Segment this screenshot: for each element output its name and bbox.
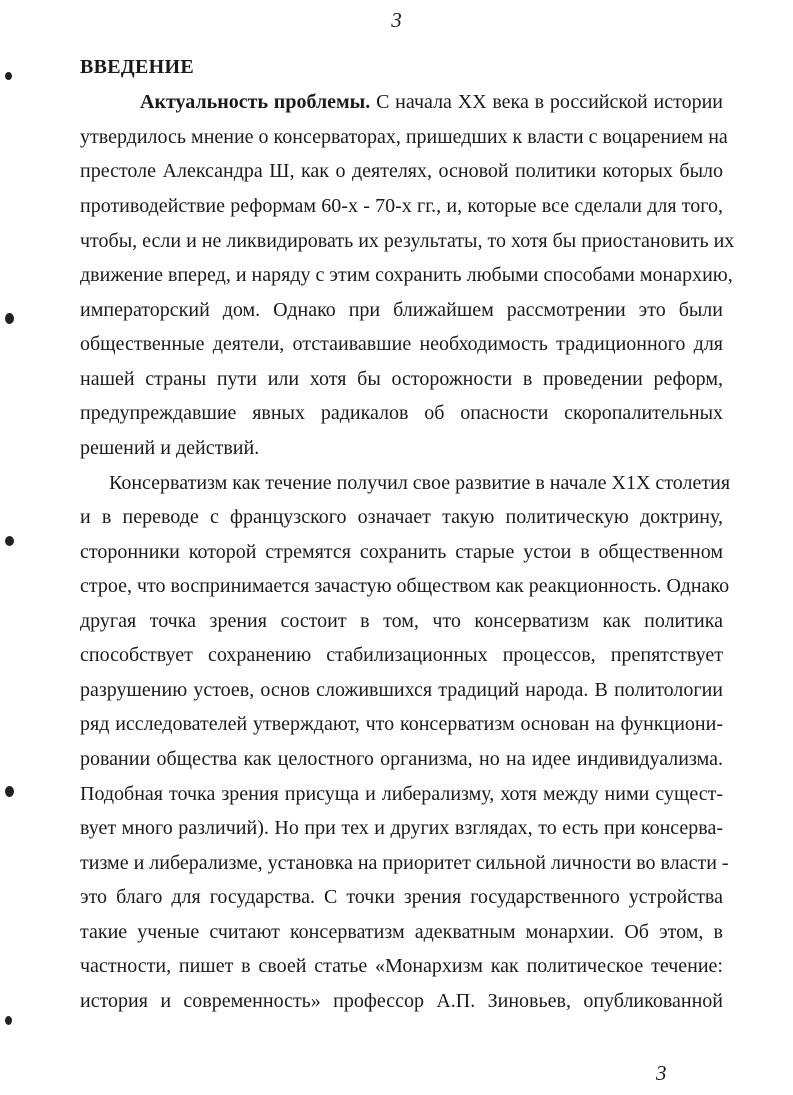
paragraph1-line: решений и действий. <box>80 437 260 459</box>
paragraph2-line: ровании общества как целостного организма, но на идее индивидуализма. <box>80 748 723 770</box>
paragraph2-line: Консерватизм как течение получил свое развитие в начале Х1Х столетия <box>109 472 731 494</box>
paragraph2-line: такие ученые считают консерватизм адекватным монархии. Об этом, в <box>80 921 723 943</box>
paragraph1-line: престоле Александра Ш, как о деятелях, основой политики которых было <box>80 160 723 182</box>
paragraph1-first-line: С начала XX века в российской истории <box>370 91 723 113</box>
binding-hole-mark <box>5 72 12 80</box>
binding-hole-mark <box>5 536 14 546</box>
paragraph1-line <box>140 89 723 115</box>
paragraph2-line: вует много различий). Но при тех и других взглядах, то есть при консерва- <box>80 817 723 839</box>
binding-hole-mark <box>5 1016 12 1025</box>
binding-hole-mark <box>5 786 14 797</box>
paragraph1-line: движение вперед, и наряду с этим сохранить любыми способами монархию, <box>80 264 733 286</box>
paragraph1-line: предупреждавшие явных радикалов об опасности скоропалительных <box>80 402 723 424</box>
page-number-top: 3 <box>391 8 402 32</box>
paragraph1-line: императорский дом. Однако при ближайшем рассмотрении это были <box>80 299 723 321</box>
paragraph2-line: сторонники которой стремятся сохранить старые устои в общественном <box>80 541 723 563</box>
paragraph2-line: строе, что воспринимается зачастую обществом как реакционность. Однако <box>80 575 730 597</box>
paragraph2-line: ряд исследователей утверждают, что консерватизм основан на функциони- <box>80 713 723 735</box>
paragraph2-line: другая точка зрения состоит в том, что консерватизм как политика <box>80 610 723 632</box>
section-heading: ВВЕДЕНИЕ <box>80 56 194 78</box>
paragraph1-lead: Актуальность проблемы. <box>140 91 371 113</box>
paragraph2-line: и в переводе с французского означает такую политическую доктрину, <box>80 506 723 528</box>
paragraph2-line: разрушению устоев, основ сложившихся традиций народа. В политологии <box>80 679 723 701</box>
paragraph2-line: это благо для государства. С точки зрения государственного устройства <box>80 886 723 908</box>
paragraph1-line: утвердилось мнение о консерваторах, пришедших к власти с воцарением на <box>80 126 728 148</box>
paragraph1-line: чтобы, если и не ликвидировать их результаты, то хотя бы приостановить их <box>80 230 735 252</box>
paragraph2-line: частности, пишет в своей статье «Монархизм как политическое течение: <box>80 955 723 977</box>
paragraph1-line: нашей страны пути или хотя бы осторожности в проведении реформ, <box>80 368 723 390</box>
paragraph2-line: тизме и либерализме, установка на приоритет сильной личности во власти - <box>80 852 729 874</box>
paragraph2-line: способствует сохранению стабилизационных процессов, препятствует <box>80 644 723 666</box>
binding-hole-mark <box>5 313 14 324</box>
paragraph1-line: противодействие реформам 60-х - 70-х гг., и, которые все сделали для того, <box>80 195 723 217</box>
paragraph1-line: общественные деятели, отстаивавшие необходимость традиционного для <box>80 333 723 355</box>
page-number-bottom: 3 <box>656 1061 667 1085</box>
paragraph2-line: история и современность» профессор А.П. Зиновьев, опубликованной <box>80 990 723 1012</box>
paragraph2-line: Подобная точка зрения присуща и либерализму, хотя между ними сущест- <box>80 783 723 805</box>
